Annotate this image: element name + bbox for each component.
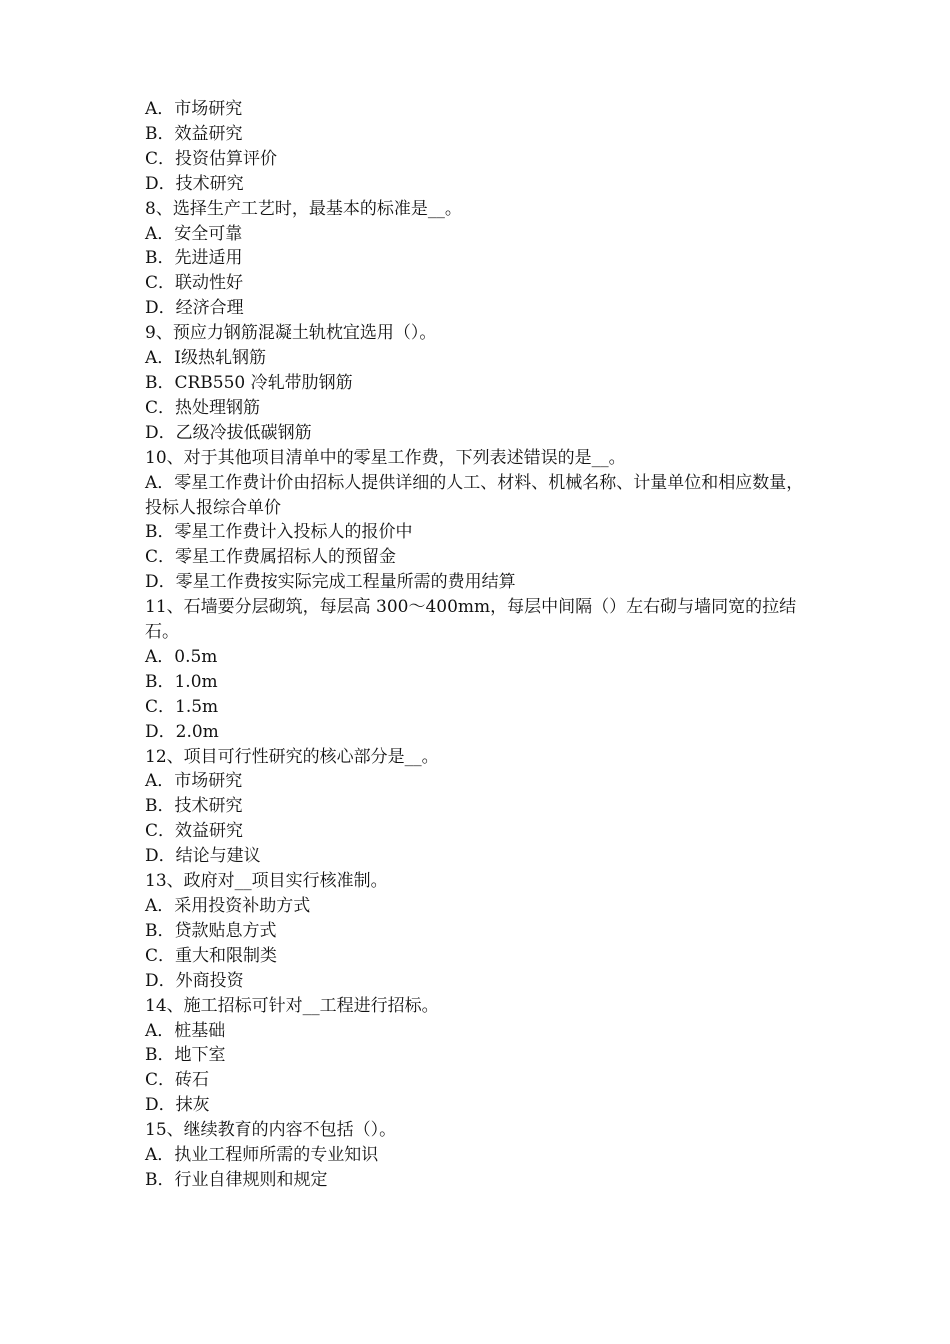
option-line: A．0.5m — [145, 646, 218, 667]
option-line: B．技术研究 — [145, 796, 243, 817]
option-line: D．零星工作费按实际完成工程量所需的费用结算 — [145, 572, 516, 593]
document-page — [145, 97, 810, 1193]
option-line: A．安全可靠 — [145, 223, 243, 244]
option-line: C．零星工作费属招标人的预留金 — [145, 547, 397, 568]
question-line: 12、项目可行性研究的核心部分是__。 — [145, 746, 439, 767]
question-list — [145, 97, 810, 1193]
option-line: C．砖石 — [145, 1070, 210, 1091]
option-line: B．1.0m — [145, 671, 218, 692]
option-line: A．采用投资补助方式 — [145, 896, 311, 916]
option-line: C．重大和限制类 — [145, 945, 278, 966]
option-line: C．效益研究 — [145, 821, 244, 842]
option-line: D．2.0m — [145, 721, 219, 742]
option-line: A．执业工程师所需的专业知识 — [145, 1145, 379, 1166]
option-line: B．贷款贴息方式 — [145, 920, 277, 941]
question-line: 14、施工招标可针对__工程进行招标。 — [145, 995, 439, 1016]
option-line: D．外商投资 — [145, 970, 244, 991]
question-line: 9、预应力钢筋混凝土轨枕宜选用（）。 — [145, 323, 437, 344]
option-line: C．投资估算评价 — [145, 148, 278, 169]
option-line: B．CRB550 冷轧带肋钢筋 — [145, 372, 353, 393]
option-line: A．Ⅰ级热轧钢筋 — [145, 348, 266, 369]
option-line: B．行业自律规则和规定 — [145, 1169, 328, 1190]
option-line: B．先进适用 — [145, 248, 243, 269]
option-line: D．经济合理 — [145, 298, 244, 319]
option-line: B．零星工作费计入投标人的报价中 — [145, 522, 413, 543]
question-line: 11、石墙要分层砌筑，每层高 300～400mm，每层中间隔（）左右砌与墙同宽的拉结石。 — [145, 597, 797, 643]
option-line: D．抹灰 — [145, 1095, 210, 1116]
option-line: A．桩基础 — [145, 1020, 226, 1041]
question-line: 15、继续教育的内容不包括（）。 — [145, 1120, 397, 1141]
option-line: D．技术研究 — [145, 173, 244, 194]
option-line: D．结论与建议 — [145, 846, 261, 867]
option-line: A．市场研究 — [145, 99, 243, 119]
option-line: C．1.5m — [145, 696, 219, 717]
question-line: 8、选择生产工艺时，最基本的标准是__。 — [145, 198, 462, 219]
option-line: B．效益研究 — [145, 123, 243, 144]
question-line: 13、政府对__项目实行核准制。 — [145, 871, 388, 892]
option-line: B．地下室 — [145, 1045, 226, 1066]
option-line: D．乙级冷拔低碳钢筋 — [145, 422, 312, 443]
option-line: A．市场研究 — [145, 771, 243, 792]
question-line: 10、对于其他项目清单中的零星工作费，下列表述错误的是__。 — [145, 447, 626, 468]
option-line: C．热处理钢筋 — [145, 397, 261, 418]
option-line: A．零星工作费计价由招标人提供详细的人工、材料、机械名称、计量单位和相应数量，投标人报综合单价 — [145, 472, 804, 518]
option-line: C．联动性好 — [145, 273, 244, 294]
